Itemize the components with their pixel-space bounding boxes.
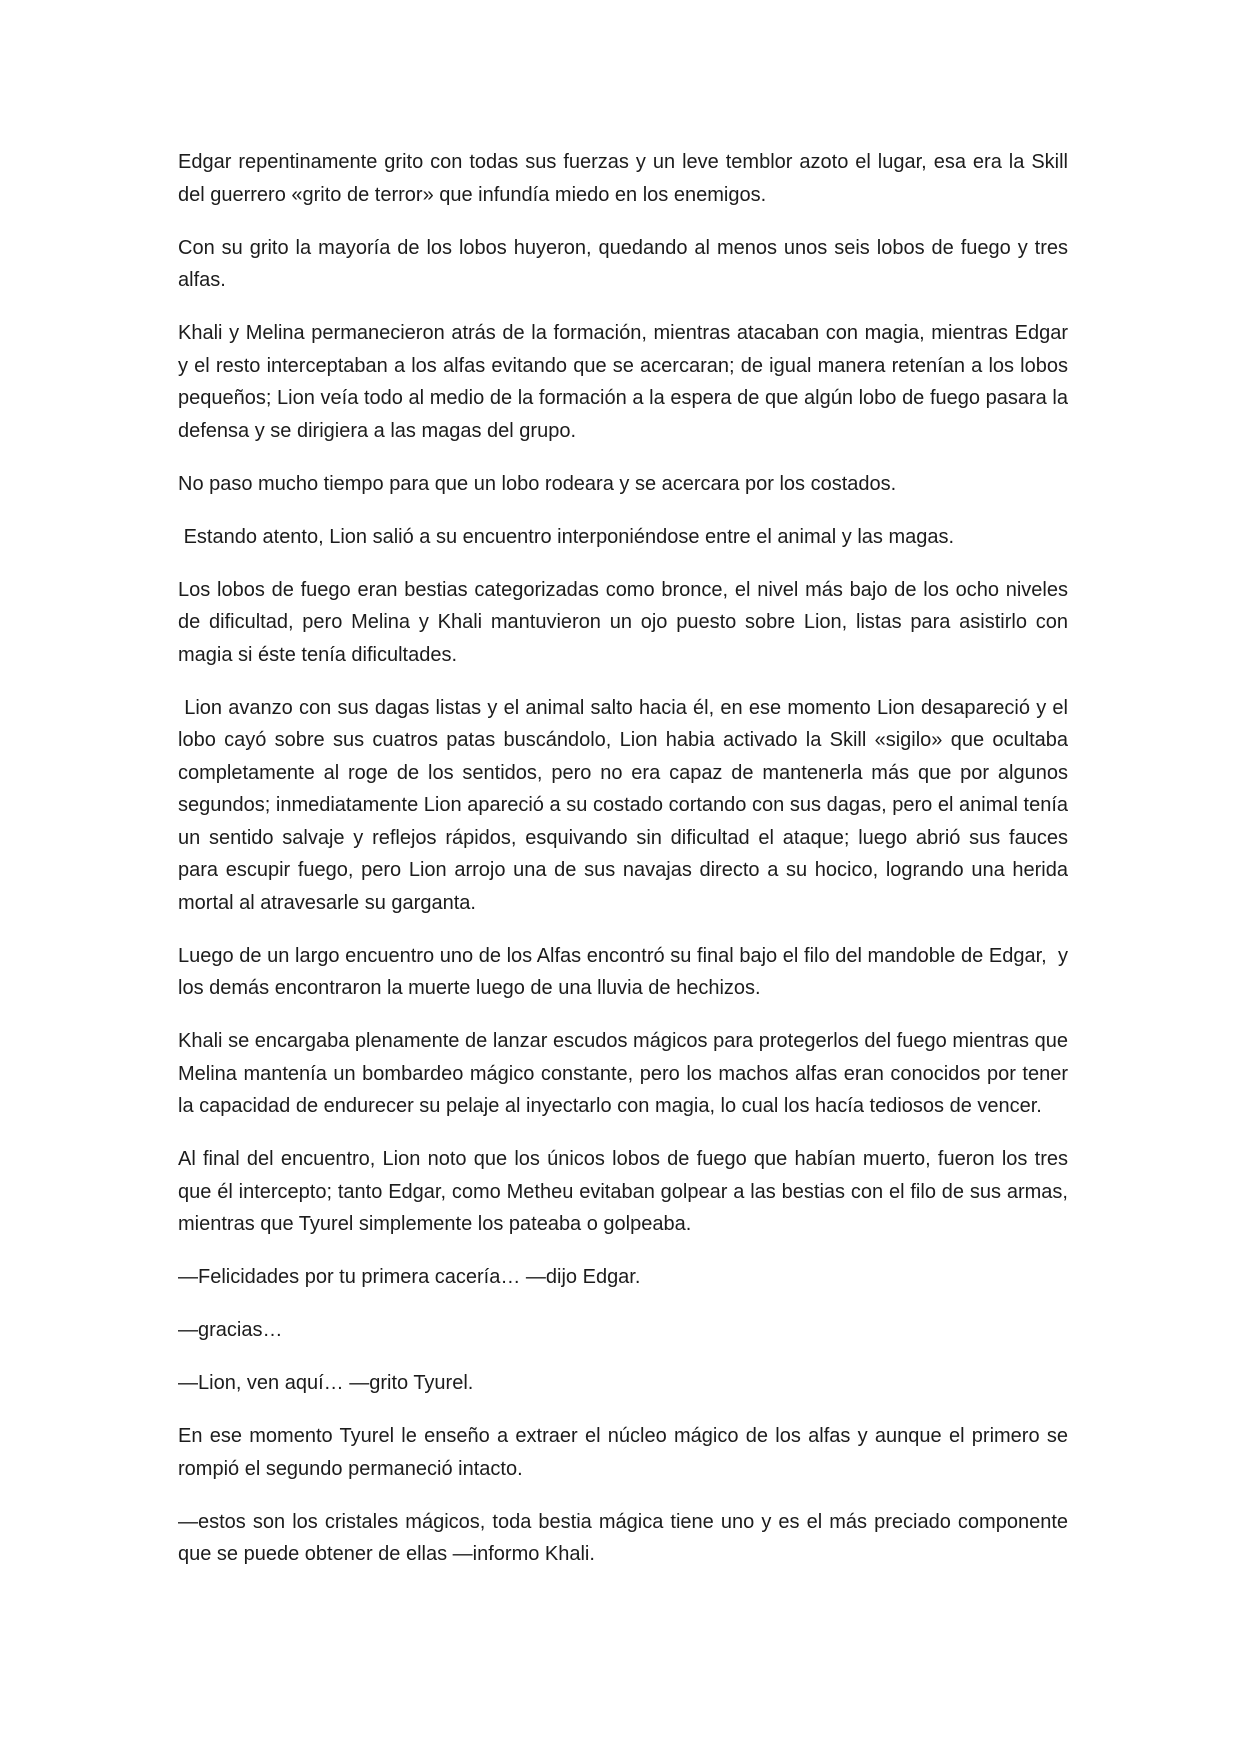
dialogue-line: —Lion, ven aquí… —grito Tyurel. bbox=[178, 1372, 474, 1394]
dialogue-line: —Felicidades por tu primera cacería… —dijo Edgar. bbox=[178, 1266, 641, 1288]
document-page bbox=[178, 146, 1074, 1591]
paragraph: No paso mucho tiempo para que un lobo rodeara y se acercara por los costados. bbox=[178, 472, 897, 495]
dialogue-line: —gracias… bbox=[178, 1319, 283, 1341]
paragraph: Khali y Melina permanecieron atrás de la formación, mientras atacaban con magia, mientras Edgar y el resto interceptaban a los alfas evitando que se acercaran; de igual manera retenían a los lobos pequeños; Lion veía todo al medio de la formación a la espera de que algún lobo de fuego pasara la defensa y se dirigiera a las magas del grupo. bbox=[178, 322, 1074, 442]
paragraph: Lion avanzo con sus dagas listas y el animal salto hacia él, en ese momento Lion desapareció y el lobo cayó sobre sus cuatros patas buscándolo, Lion habia activado la Skill «sigilo» que ocultaba completamente al roge de los sentidos, pero no era capaz de mantenerla más que por algunos segundos; inmediatamente Lion apareció a su costado cortando con sus dagas, pero el animal tenía un sentido salvaje y reflejos rápidos, esquivando sin dificultad el ataque; luego abrió sus fauces para escupir fuego, pero Lion arrojo una de sus navajas directo a su hocico, logrando una herida mortal al atravesarle su garganta. bbox=[178, 696, 1074, 914]
paragraph: Con su grito la mayoría de los lobos huyeron, quedando al menos unos seis lobos de fuego y tres alfas. bbox=[178, 236, 1074, 291]
paragraph: Luego de un largo encuentro uno de los Alfas encontró su final bajo el filo del mandoble de Edgar, y los demás encontraron la muerte luego de una lluvia de hechizos. bbox=[178, 944, 1074, 999]
paragraph: Los lobos de fuego eran bestias categorizadas como bronce, el nivel más bajo de los ocho niveles de dificultad, pero Melina y Khali mantuvieron un ojo puesto sobre Lion, listas para asistirlo con magia si éste tenía dificultades. bbox=[178, 578, 1074, 666]
dialogue-line: —estos son los cristales mágicos, toda bestia mágica tiene uno y es el más preciado componente que se puede obtener de ellas —informo Khali. bbox=[178, 1510, 1074, 1565]
paragraph: Al final del encuentro, Lion noto que los únicos lobos de fuego que habían muerto, fueron los tres que él intercepto; tanto Edgar, como Metheu evitaban golpear a las bestias con el filo de sus armas, mientras que Tyurel simplemente los pateaba o golpeaba. bbox=[178, 1148, 1074, 1235]
paragraph: Khali se encargaba plenamente de lanzar escudos mágicos para protegerlos del fuego mientras que Melina mantenía un bombardeo mágico constante, pero los machos alfas eran conocidos por tener la capacidad de endurecer su pelaje al inyectarlo con magia, lo cual los hacía tediosos de vencer. bbox=[178, 1030, 1074, 1117]
paragraph: En ese momento Tyurel le enseño a extraer el núcleo mágico de los alfas y aunque el primero se rompió el segundo permaneció intacto. bbox=[178, 1425, 1074, 1480]
paragraph: Edgar repentinamente grito con todas sus fuerzas y un leve temblor azoto el lugar, esa era la Skill del guerrero «grito de terror» que infundía miedo en los enemigos. bbox=[178, 151, 1074, 206]
paragraph: Estando atento, Lion salió a su encuentro interponiéndose entre el animal y las magas. bbox=[178, 525, 955, 548]
